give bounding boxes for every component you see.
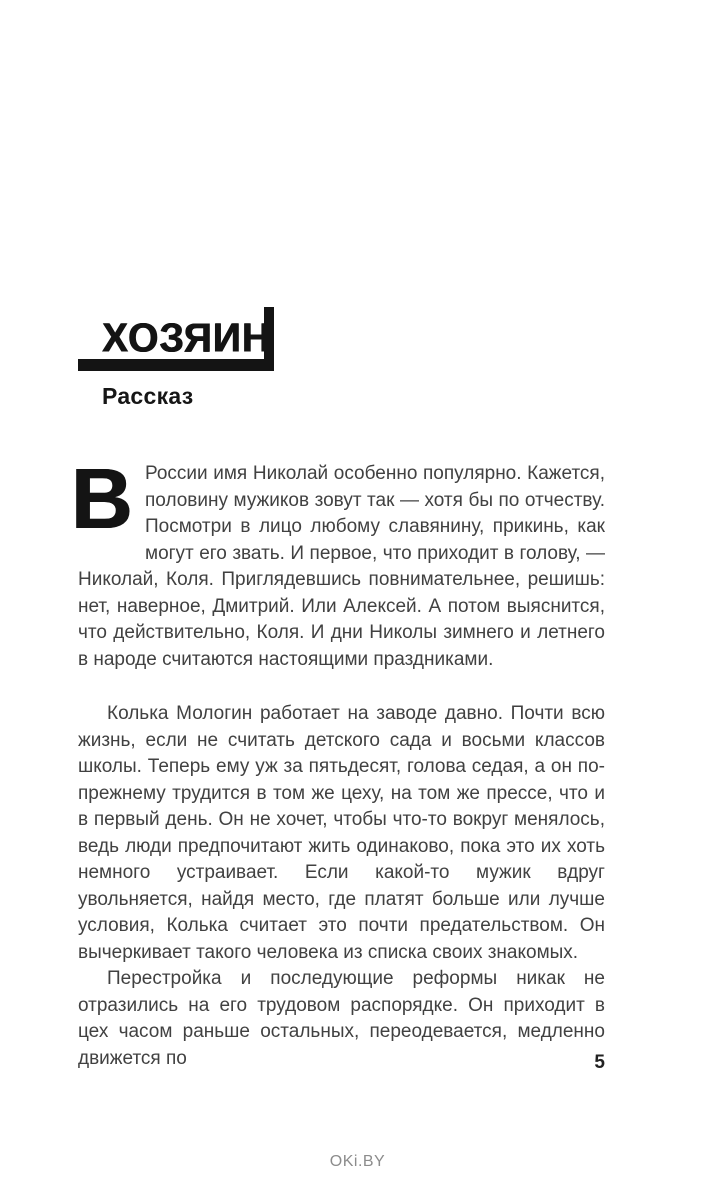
drop-cap-letter: В xyxy=(71,452,133,547)
paragraph: Колька Мологин работает на заводе давно. Почти всю жизнь, если не считать детского сада и восьми классов школы. Теперь ему уж за пятьдесят, голова седая, а он по-прежнему трудится в том же цеху, на том же прессе, что и в первый день. Он не хочет, чтобы что-то вокруг менялось, ведь люди предпочитают жить одинаково, пока это их хоть немного устраивает. Если какой-то мужик вдруг увольняется, найдя место, где платят больше или лучше условия, Колька считает это почти предательством. Он вычеркивает такого человека из списка своих знакомых. xyxy=(78,703,605,963)
watermark-label: OKi.BY xyxy=(329,1153,386,1170)
story-title: ХОЗЯИН xyxy=(102,316,272,361)
opening-paragraph xyxy=(71,452,605,673)
page-number: 5 xyxy=(594,1052,605,1073)
paragraph: Перестройка и последующие реформы никак не отразились на его трудовом распорядке. Он приходит в цех часом раньше остальных, переодевается, медленно движется по xyxy=(78,968,605,1069)
opening-paragraph-text: России имя Николай особенно популярно. Кажется, половину мужиков зовут так — хотя бы по отчеству. Посмотри в лицо любому славянину, прикинь, как могут его звать. И первое, что приходит в голову, — Николай, Коля. Приглядевшись повнимательнее, решишь: нет, наверное, Дмитрий. Или Алексей. А потом выяснится, что действительно, Коля. И дни Николы зимнего и летнего в народе считаются настоящими праздниками. xyxy=(78,463,605,670)
story-body xyxy=(71,452,605,1072)
story-subtitle: Рассказ xyxy=(102,383,194,409)
